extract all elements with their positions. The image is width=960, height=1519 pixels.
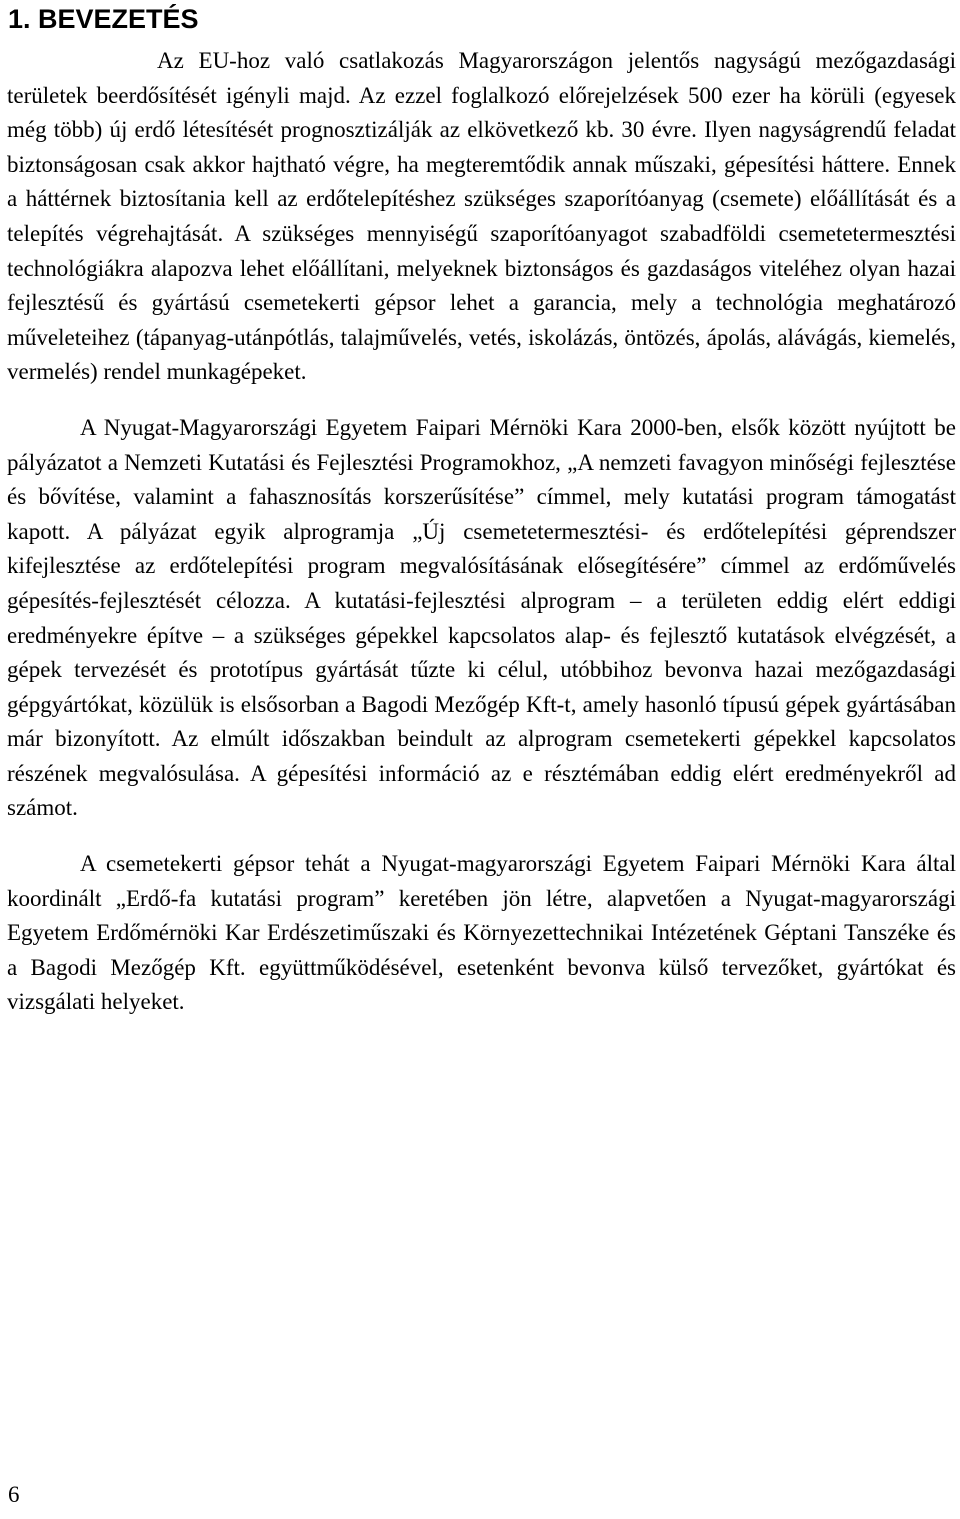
paragraph-1: Az EU-hoz való csatlakozás Magyarországon jelentős nagyságú mezőgazdasági területek beerdősítését igényli majd. Az ezzel foglalkozó előrejelzések 500 ezer ha körüli (egyesek még több) új erdő létesítését prognosztizálják az elkövetkező kb. 30 évre. Ilyen nagyságrendű feladat biztonságosan csak akkor hajtható végre, ha megteremtődik annak műszaki, gépesítési háttere. Ennek a háttérnek biztosítania kell az erdőtelepítéshez szükséges szaporítóanyag (csemete) előállítását és a telepítés végrehajtását. A szükséges mennyiségű szaporítóanyagot szabadföldi csemetetermesztési technológiákra alapozva lehet előállítani, melyeknek biztonságos és gazdaságos viteléhez olyan hazai fejlesztésű és gyártású csemetekerti gépsor lehet a garancia, mely a technológia meghatározó műveleteihez (tápanyag-utánpótlás, talajművelés, vetés, iskolázás, öntözés, ápolás, alávágás, kiemelés, vermelés) rendel munkagépeket.	[7, 48, 956, 385]
section-heading: 1. BEVEZETÉS	[8, 4, 199, 34]
page-number: 6	[8, 1482, 20, 1507]
paragraph-2: A Nyugat-Magyarországi Egyetem Faipari Mérnöki Kara 2000-ben, elsők között nyújtott be pályázatot a Nemzeti Kutatási és Fejlesztési Programokhoz, „A nemzeti favagyon minőségi fejlesztése és bővítése, valamint a fahasznosítás korszerűsítése” címmel, mely kutatási program támogatást kapott. A pályázat egyik alprogramja „Új csemetetermesztési- és erdőtelepítési géprendszer kifejlesztése az erdőtelepítési program megvalósításának elősegítésére” címmel az erdőművelés gépesítés-fejlesztését célozza. A kutatási-fejlesztési alprogram – a területen eddig elért eddigi eredményekre építve – a szükséges gépekkel kapcsolatos alap- és fejlesztő kutatások elvégzését, a gépek tervezését és prototípus gyártását tűzte ki célul, utóbbihoz bevonva hazai mezőgazdasági gépgyártókat, közülük is elsősorban a Bagodi Mezőgép Kft-t, amely hasonló típusú gépek gyártásában már bizonyított. Az elmúlt időszakban beindult az alprogram csemetekerti gépekkel kapcsolatos részének megvalósulása. A gépesítési információ az e résztémában eddig elért eredményekről ad számot.	[7, 414, 956, 821]
body-text	[7, 44, 956, 1020]
paragraph-3: A csemetekerti gépsor tehát a Nyugat-magyarországi Egyetem Faipari Mérnöki Kara által koordinált „Erdő-fa kutatási program” keretében jön létre, alapvetően a Nyugat-magyarországi Egyetem Erdőmérnöki Kar Erdészetiműszaki és Környezettechnikai Intézetének Géptani Tanszéke és a Bagodi Mezőgép Kft. együttműködésével, esetenként bevonva külső tervezőket, gyártókat és vizsgálati helyeket.	[7, 851, 956, 1015]
